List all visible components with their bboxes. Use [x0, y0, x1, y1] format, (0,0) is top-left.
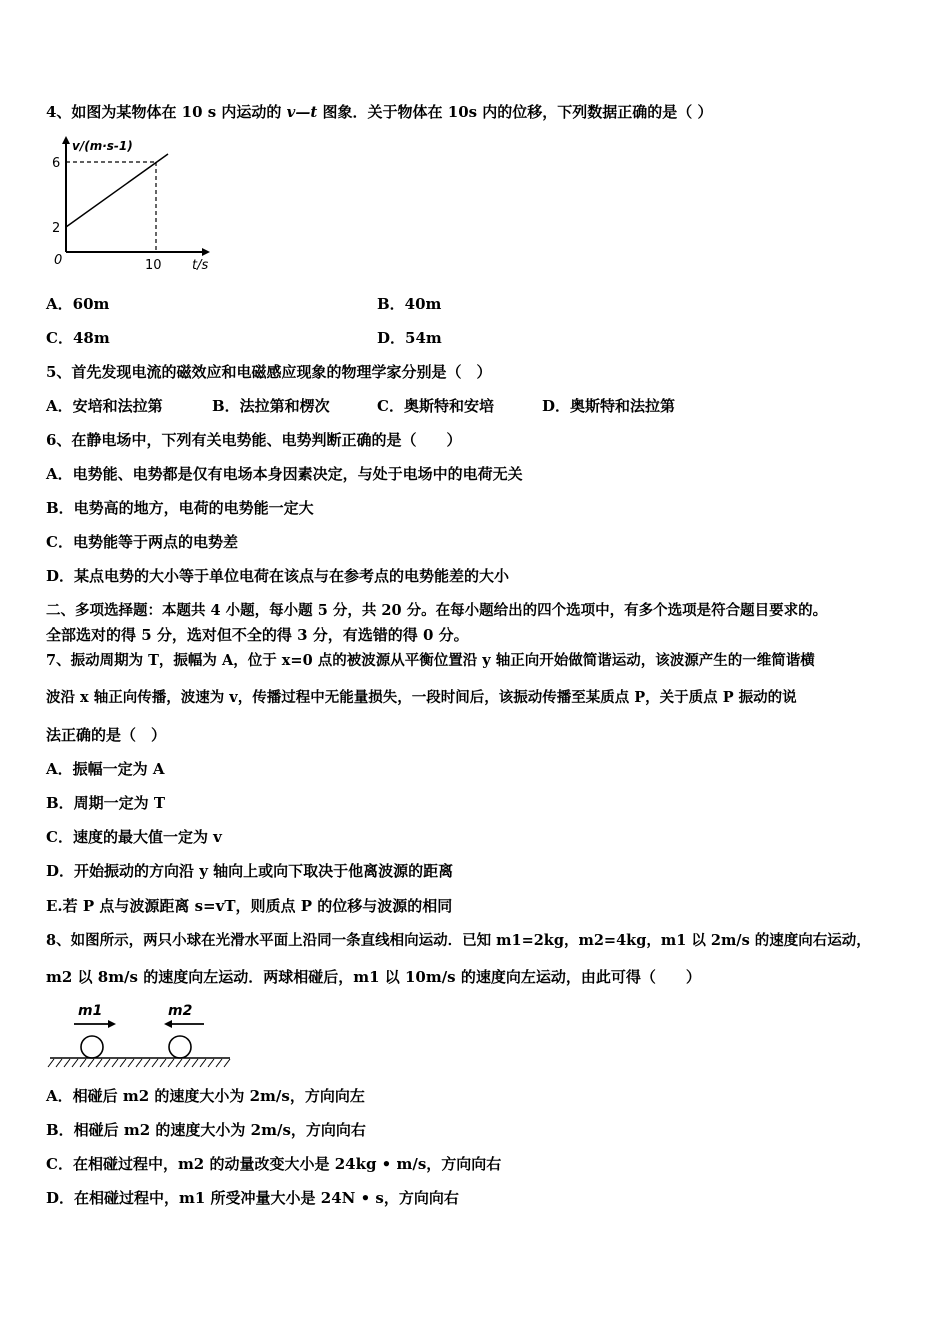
- q8-option-d: D．在相碰过程中，m1 所受冲量大小是 24N • s，方向向右: [46, 1189, 459, 1207]
- q4-stem: 4、如图为某物体在 10 s 内运动的 v—t 图象．关于物体在 10s 内的位移，下列数据正确的是（ ）: [46, 103, 713, 121]
- y-axis-label: v/(m·s-1): [72, 139, 133, 153]
- m2-label: m2: [168, 1003, 193, 1019]
- q8-option-c: C．在相碰过程中，m2 的动量改变大小是 24kg • m/s，方向向右: [46, 1155, 502, 1173]
- q6-option-c: C．电势能等于两点的电势差: [46, 533, 238, 551]
- m1-label: m1: [78, 1003, 103, 1019]
- q7-line3: 法正确的是（ ）: [46, 726, 167, 744]
- q5-option-a: A．安培和法拉第: [46, 397, 163, 415]
- q4-option-d: D．54m: [377, 329, 442, 347]
- q5-option-c: C．奥斯特和安培: [377, 397, 494, 415]
- q4-option-c: C．48m: [46, 329, 110, 347]
- ball-m1: [81, 1036, 103, 1058]
- origin-label: 0: [54, 253, 63, 268]
- q8-option-a: A．相碰后 m2 的速度大小为 2m/s，方向向左: [46, 1087, 365, 1105]
- q6-option-a: A．电势能、电势都是仅有电场本身因素决定，与处于电场中的电荷无关: [46, 465, 523, 483]
- y-tick-6: 6: [52, 156, 61, 171]
- q4-option-a: A．60m: [46, 295, 110, 313]
- q7-option-e: E.若 P 点与波源距离 s=vT，则质点 P 的位移与波源的相同: [46, 897, 453, 915]
- section2-line1: 二、多项选择题：本题共 4 小题，每小题 5 分，共 20 分。在每小题给出的四个选项中，有多个选项是符合题目要求的。: [46, 602, 828, 619]
- q5-option-b: B．法拉第和楞次: [212, 397, 330, 415]
- v-t-line: [66, 154, 168, 227]
- q8-line2: m2 以 8m/s 的速度向左运动．两球相碰后，m1 以 10m/s 的速度向左运动，由此可得（ ）: [46, 968, 701, 986]
- x-tick-10: 10: [145, 258, 162, 273]
- q8-line1: 8、如图所示，两只小球在光滑水平面上沿同一条直线相向运动．已知 m1=2kg，m2=4kg，m1 以 2m/s 的速度向右运动，: [46, 932, 871, 949]
- q6-stem: 6、在静电场中，下列有关电势能、电势判断正确的是（ ）: [46, 431, 462, 449]
- q5-option-d: D．奥斯特和法拉第: [542, 397, 676, 415]
- q6-option-d: D．某点电势的大小等于单位电荷在该点与在参考点的电势能差的大小: [46, 567, 510, 585]
- collision-figure: [44, 1000, 244, 1075]
- q7-option-c: C．速度的最大值一定为 v: [46, 828, 222, 846]
- q8-option-b: B．相碰后 m2 的速度大小为 2m/s，方向向右: [46, 1121, 366, 1139]
- q7-line1: 7、振动周期为 T，振幅为 A，位于 x=0 点的被波源从平衡位置沿 y 轴正向开始做简谐运动，该波源产生的一维简谐横: [46, 652, 815, 669]
- x-axis-label: t/s: [192, 258, 209, 273]
- y-axis-arrow: [62, 136, 70, 144]
- q7-option-a: A．振幅一定为 A: [46, 760, 165, 778]
- m2-arrowhead: [164, 1020, 172, 1028]
- x-axis-arrow: [202, 248, 210, 256]
- ground-hatching: [48, 1059, 230, 1067]
- vt-graph: [44, 132, 234, 277]
- q7-option-d: D．开始振动的方向沿 y 轴向上或向下取决于他离波源的距离: [46, 862, 454, 880]
- y-tick-2: 2: [52, 221, 61, 236]
- q7-option-b: B．周期一定为 T: [46, 794, 166, 812]
- q7-line2: 波沿 x 轴正向传播，波速为 v，传播过程中无能量损失，一段时间后，该振动传播至某质点 P，关于质点 P 振动的说: [46, 689, 797, 706]
- q6-option-b: B．电势高的地方，电荷的电势能一定大: [46, 499, 314, 517]
- ball-m2: [169, 1036, 191, 1058]
- section2-line2: 全部选对的得 5 分，选对但不全的得 3 分，有选错的得 0 分。: [46, 626, 469, 644]
- m1-arrowhead: [108, 1020, 116, 1028]
- q5-stem: 5、首先发现电流的磁效应和电磁感应现象的物理学家分别是（ ）: [46, 363, 492, 381]
- q4-option-b: B．40m: [377, 295, 442, 313]
